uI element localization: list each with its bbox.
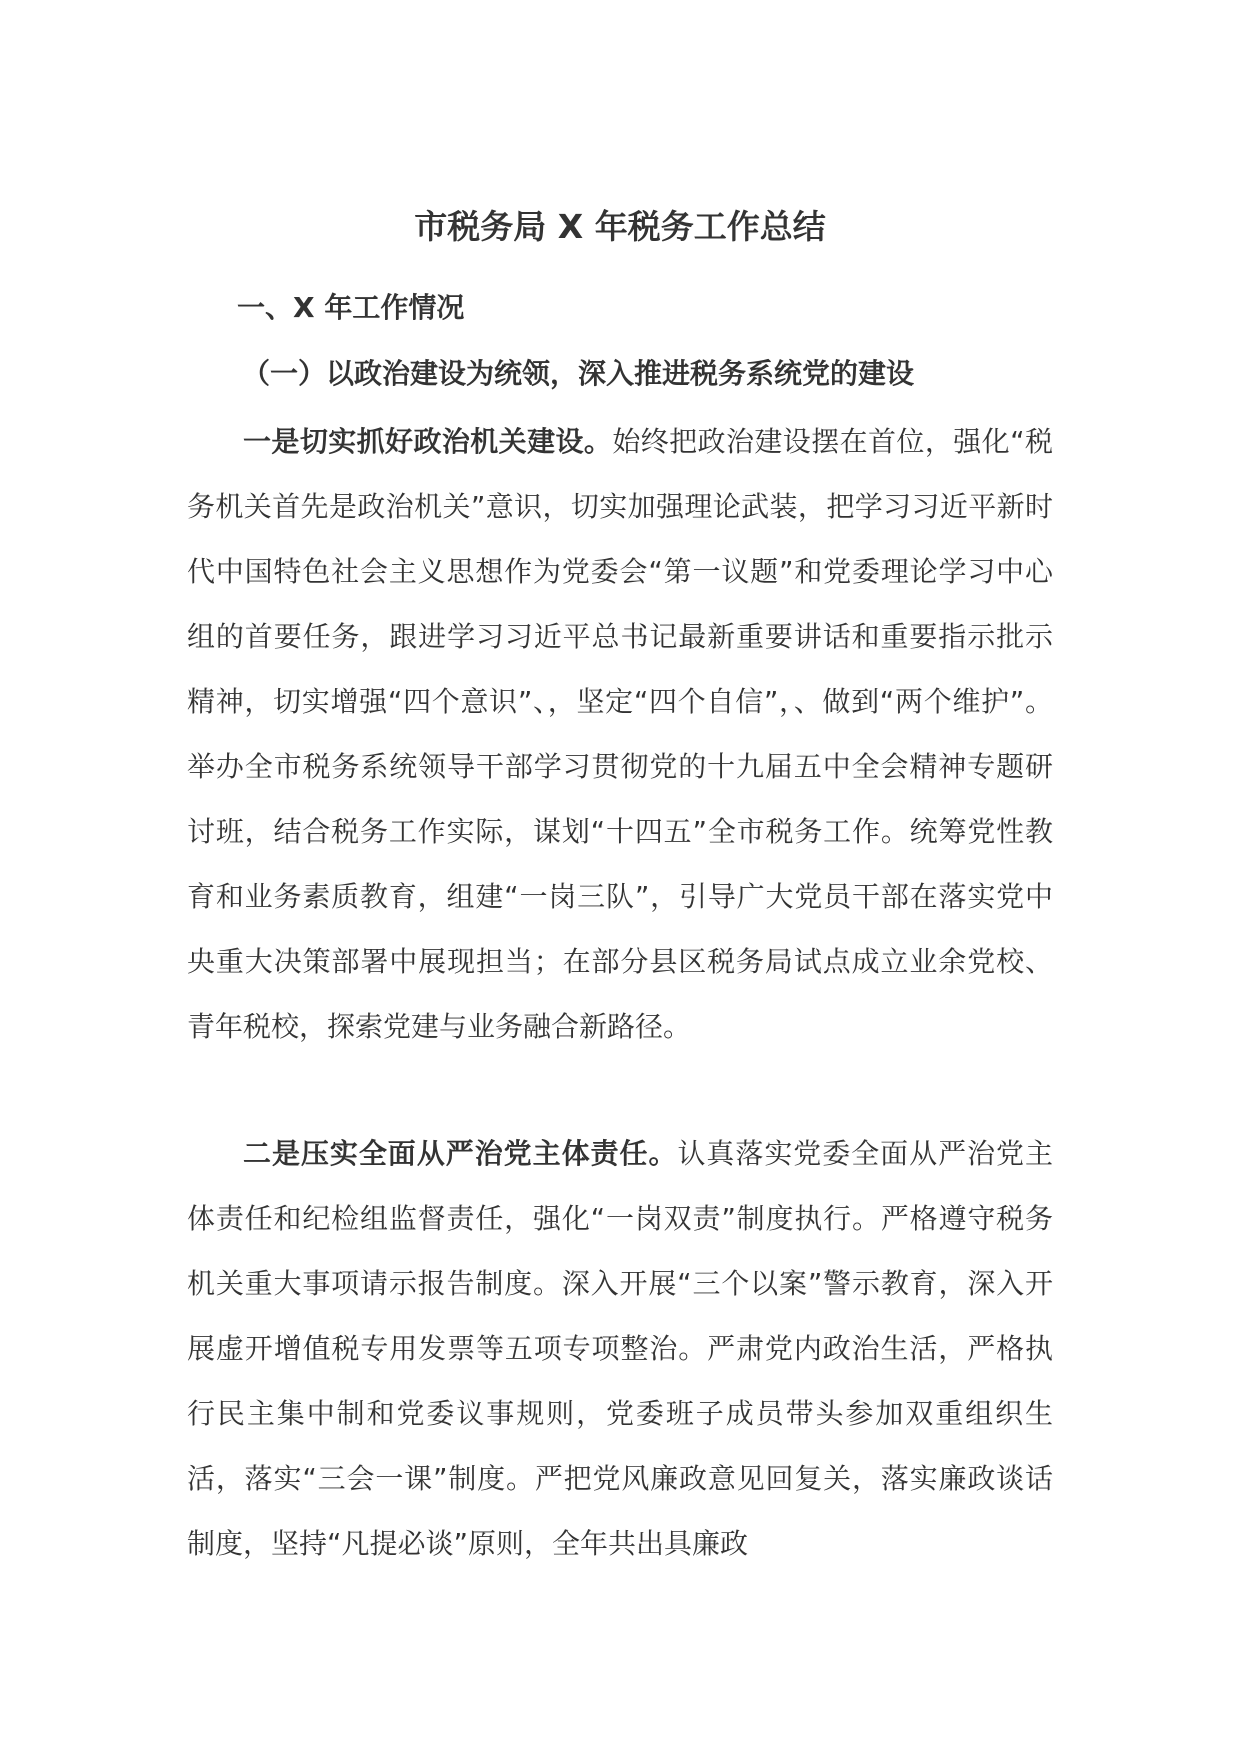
paragraph-lead: 二是压实全面从严治党主体责任。	[243, 1137, 678, 1170]
paragraph-party-discipline	[187, 1121, 1053, 1576]
subsection-heading: （一）以政治建设为统领，深入推进税务系统党的建设	[242, 357, 915, 390]
section-heading: 一、X 年工作情况	[237, 291, 465, 324]
paragraph-lead: 一是切实抓好政治机关建设。	[243, 425, 613, 458]
document-title: 市税务局 X 年税务工作总结	[414, 207, 826, 246]
paragraph-political-building	[187, 409, 1053, 1059]
paragraph-body: 认真落实党委全面从严治党主体责任和纪检组监督责任，强化“一岗双责”制度执行。严格遵守税务机关重大事项请示报告制度。深入开展“三个以案”警示教育，深入开展虚开增值税专用发票等五项专项整治。严肃党内政治生活，严格执行民主集中制和党委议事规则，党委班子成员带头参加双重组织生活，落实“三会一课”制度。严把党风廉政意见回复关，落实廉政谈话制度，坚持“凡提必谈”原则，全年共出具廉政	[187, 1137, 1053, 1560]
paragraph-body: 始终把政治建设摆在首位，强化“税务机关首先是政治机关”意识，切实加强理论武装，把学习习近平新时代中国特色社会主义思想作为党委会“第一议题”和党委理论学习中心组的首要任务，跟进学习习近平总书记最新重要讲话和重要指示批示精神，切实增强“四个意识”、，坚定“四个自信”，、做到“两个维护”。举办全市税务系统领导干部学习贯彻党的十九届五中全会精神专题研讨班，结合税务工作实际，谋划“十四五”全市税务工作。统筹党性教育和业务素质教育，组建“一岗三队”，引导广大党员干部在落实党中央重大决策部署中展现担当；在部分县区税务局试点成立业余党校、青年税校，探索党建与业务融合新路径。	[187, 425, 1053, 1043]
